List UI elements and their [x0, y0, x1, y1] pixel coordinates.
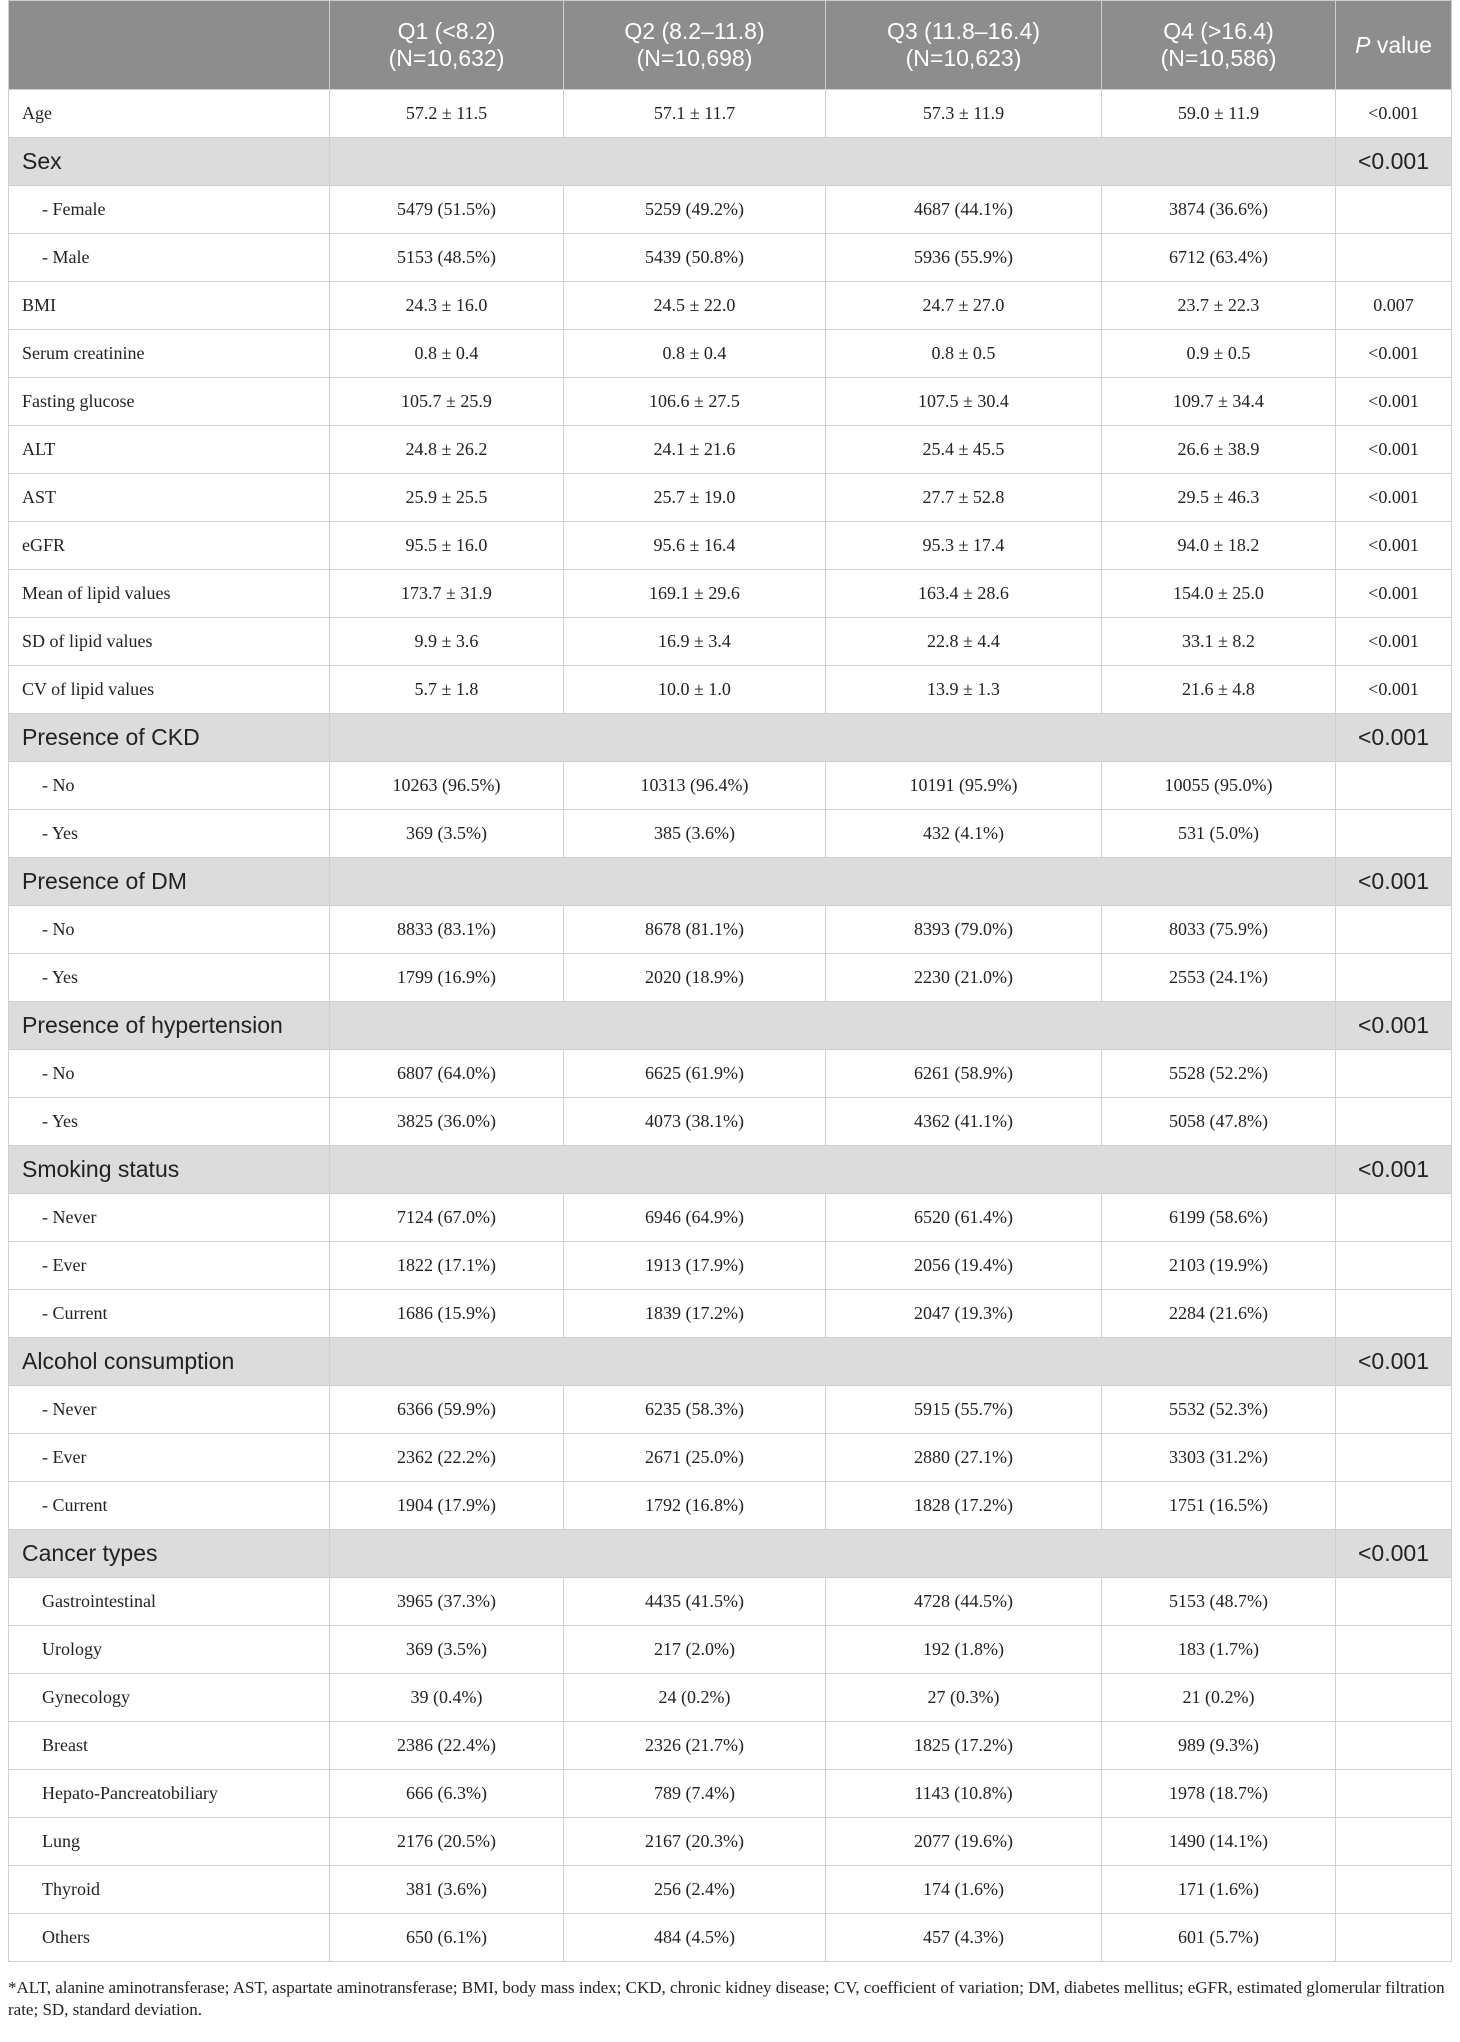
row-label: - No — [9, 762, 330, 810]
table-row — [9, 1914, 1452, 1962]
cell-p-value: <0.001 — [1336, 378, 1452, 426]
cell-q1: 24.8 ± 26.2 — [330, 426, 564, 474]
group-blank-cell — [1102, 1530, 1336, 1578]
cell-q3: 25.4 ± 45.5 — [826, 426, 1102, 474]
table-row — [9, 378, 1452, 426]
cell-q4: 10055 (95.0%) — [1102, 762, 1336, 810]
cell-q3: 163.4 ± 28.6 — [826, 570, 1102, 618]
row-label: - Yes — [9, 810, 330, 858]
cell-q3: 2230 (21.0%) — [826, 954, 1102, 1002]
group-blank-cell — [330, 138, 564, 186]
cell-p-value: <0.001 — [1336, 666, 1452, 714]
row-label: Gynecology — [9, 1674, 330, 1722]
cell-q1: 650 (6.1%) — [330, 1914, 564, 1962]
cell-q3: 5915 (55.7%) — [826, 1386, 1102, 1434]
table-group-row — [9, 138, 1452, 186]
table-row — [9, 90, 1452, 138]
cell-q4: 21.6 ± 4.8 — [1102, 666, 1336, 714]
cell-q4: 3303 (31.2%) — [1102, 1434, 1336, 1482]
cell-q3: 4687 (44.1%) — [826, 186, 1102, 234]
row-label: - Yes — [9, 954, 330, 1002]
cell-q3: 13.9 ± 1.3 — [826, 666, 1102, 714]
table-group-row — [9, 858, 1452, 906]
table-row — [9, 282, 1452, 330]
cell-p-value: <0.001 — [1336, 618, 1452, 666]
cell-q4: 59.0 ± 11.9 — [1102, 90, 1336, 138]
cell-q1: 95.5 ± 16.0 — [330, 522, 564, 570]
group-p-value: <0.001 — [1336, 714, 1452, 762]
cell-q1: 2362 (22.2%) — [330, 1434, 564, 1482]
cell-q3: 24.7 ± 27.0 — [826, 282, 1102, 330]
cell-p-value — [1336, 954, 1452, 1002]
group-label: Smoking status — [9, 1146, 330, 1194]
row-label: - Current — [9, 1482, 330, 1530]
row-label: - Current — [9, 1290, 330, 1338]
cell-q1: 3825 (36.0%) — [330, 1098, 564, 1146]
cell-q2: 95.6 ± 16.4 — [564, 522, 826, 570]
table-group-row — [9, 1146, 1452, 1194]
group-blank-cell — [564, 1002, 826, 1050]
cell-q2: 484 (4.5%) — [564, 1914, 826, 1962]
group-blank-cell — [1102, 1338, 1336, 1386]
cell-q3: 1825 (17.2%) — [826, 1722, 1102, 1770]
cell-q2: 8678 (81.1%) — [564, 906, 826, 954]
header-q1 — [330, 1, 564, 90]
cell-p-value — [1336, 1242, 1452, 1290]
table-row — [9, 330, 1452, 378]
row-label: SD of lipid values — [9, 618, 330, 666]
table-row — [9, 1866, 1452, 1914]
row-label: Thyroid — [9, 1866, 330, 1914]
header-q3 — [826, 1, 1102, 90]
row-label: Breast — [9, 1722, 330, 1770]
cell-q1: 8833 (83.1%) — [330, 906, 564, 954]
cell-q3: 4362 (41.1%) — [826, 1098, 1102, 1146]
cell-q3: 8393 (79.0%) — [826, 906, 1102, 954]
cell-q1: 666 (6.3%) — [330, 1770, 564, 1818]
table-row — [9, 1770, 1452, 1818]
cell-q3: 27.7 ± 52.8 — [826, 474, 1102, 522]
cell-p-value — [1336, 762, 1452, 810]
table-row — [9, 762, 1452, 810]
table-row — [9, 666, 1452, 714]
cell-q4: 26.6 ± 38.9 — [1102, 426, 1336, 474]
cell-q3: 0.8 ± 0.5 — [826, 330, 1102, 378]
cell-p-value — [1336, 906, 1452, 954]
header-q3-n: (N=10,623) — [905, 45, 1022, 71]
cell-p-value — [1336, 1482, 1452, 1530]
cell-q4: 33.1 ± 8.2 — [1102, 618, 1336, 666]
cell-q2: 1913 (17.9%) — [564, 1242, 826, 1290]
cell-q2: 217 (2.0%) — [564, 1626, 826, 1674]
header-p-value — [1336, 1, 1452, 90]
cell-p-value — [1336, 1050, 1452, 1098]
cell-q2: 106.6 ± 27.5 — [564, 378, 826, 426]
cell-q3: 457 (4.3%) — [826, 1914, 1102, 1962]
cell-q2: 2671 (25.0%) — [564, 1434, 826, 1482]
group-label: Presence of CKD — [9, 714, 330, 762]
cell-q1: 24.3 ± 16.0 — [330, 282, 564, 330]
row-label: - No — [9, 1050, 330, 1098]
group-blank-cell — [1102, 714, 1336, 762]
cell-q2: 24 (0.2%) — [564, 1674, 826, 1722]
row-label: ALT — [9, 426, 330, 474]
header-q4 — [1102, 1, 1336, 90]
table-group-row — [9, 714, 1452, 762]
cell-q4: 1978 (18.7%) — [1102, 1770, 1336, 1818]
cell-q2: 2326 (21.7%) — [564, 1722, 826, 1770]
baseline-characteristics-table — [8, 0, 1452, 1962]
cell-p-value — [1336, 1914, 1452, 1962]
table-row — [9, 1626, 1452, 1674]
cell-p-value: <0.001 — [1336, 522, 1452, 570]
group-p-value: <0.001 — [1336, 1002, 1452, 1050]
cell-q3: 107.5 ± 30.4 — [826, 378, 1102, 426]
group-blank-cell — [826, 1002, 1102, 1050]
cell-q2: 6946 (64.9%) — [564, 1194, 826, 1242]
header-q1-range: Q1 (<8.2) — [397, 18, 496, 44]
table-header — [9, 1, 1452, 90]
cell-q3: 22.8 ± 4.4 — [826, 618, 1102, 666]
cell-q4: 1490 (14.1%) — [1102, 1818, 1336, 1866]
cell-q4: 531 (5.0%) — [1102, 810, 1336, 858]
cell-q1: 5153 (48.5%) — [330, 234, 564, 282]
header-q2-range: Q2 (8.2–11.8) — [624, 18, 765, 44]
cell-q3: 2077 (19.6%) — [826, 1818, 1102, 1866]
table-row — [9, 1578, 1452, 1626]
cell-q4: 2103 (19.9%) — [1102, 1242, 1336, 1290]
cell-q2: 6235 (58.3%) — [564, 1386, 826, 1434]
cell-q3: 174 (1.6%) — [826, 1866, 1102, 1914]
table-row — [9, 1242, 1452, 1290]
cell-p-value — [1336, 1770, 1452, 1818]
cell-q1: 25.9 ± 25.5 — [330, 474, 564, 522]
row-label: Others — [9, 1914, 330, 1962]
row-label: Gastrointestinal — [9, 1578, 330, 1626]
row-label: Hepato-Pancreatobiliary — [9, 1770, 330, 1818]
cell-q1: 1799 (16.9%) — [330, 954, 564, 1002]
group-p-value: <0.001 — [1336, 138, 1452, 186]
row-label: Serum creatinine — [9, 330, 330, 378]
cell-p-value — [1336, 1194, 1452, 1242]
header-q2-n: (N=10,698) — [636, 45, 753, 71]
cell-q1: 3965 (37.3%) — [330, 1578, 564, 1626]
cell-q4: 0.9 ± 0.5 — [1102, 330, 1336, 378]
group-p-value: <0.001 — [1336, 858, 1452, 906]
cell-q4: 5153 (48.7%) — [1102, 1578, 1336, 1626]
cell-q4: 5532 (52.3%) — [1102, 1386, 1336, 1434]
cell-q2: 24.5 ± 22.0 — [564, 282, 826, 330]
table-row — [9, 426, 1452, 474]
cell-q4: 154.0 ± 25.0 — [1102, 570, 1336, 618]
cell-q3: 432 (4.1%) — [826, 810, 1102, 858]
cell-q4: 2553 (24.1%) — [1102, 954, 1336, 1002]
table-row — [9, 1098, 1452, 1146]
cell-q3: 6261 (58.9%) — [826, 1050, 1102, 1098]
cell-q2: 6625 (61.9%) — [564, 1050, 826, 1098]
group-blank-cell — [826, 1146, 1102, 1194]
cell-q2: 1792 (16.8%) — [564, 1482, 826, 1530]
row-label: Age — [9, 90, 330, 138]
cell-q2: 25.7 ± 19.0 — [564, 474, 826, 522]
cell-q1: 1822 (17.1%) — [330, 1242, 564, 1290]
cell-p-value: <0.001 — [1336, 90, 1452, 138]
row-label: - No — [9, 906, 330, 954]
header-q3-range: Q3 (11.8–16.4) — [886, 18, 1040, 44]
cell-q1: 1686 (15.9%) — [330, 1290, 564, 1338]
cell-q4: 109.7 ± 34.4 — [1102, 378, 1336, 426]
cell-q4: 5528 (52.2%) — [1102, 1050, 1336, 1098]
cell-q1: 369 (3.5%) — [330, 810, 564, 858]
table-row — [9, 234, 1452, 282]
group-blank-cell — [1102, 1002, 1336, 1050]
cell-q2: 789 (7.4%) — [564, 1770, 826, 1818]
cell-q3: 57.3 ± 11.9 — [826, 90, 1102, 138]
cell-p-value — [1336, 1098, 1452, 1146]
table-group-row — [9, 1002, 1452, 1050]
group-p-value: <0.001 — [1336, 1338, 1452, 1386]
group-blank-cell — [826, 1530, 1102, 1578]
group-label: Presence of DM — [9, 858, 330, 906]
table-row — [9, 1194, 1452, 1242]
cell-q2: 5439 (50.8%) — [564, 234, 826, 282]
cell-q4: 601 (5.7%) — [1102, 1914, 1336, 1962]
cell-q1: 1904 (17.9%) — [330, 1482, 564, 1530]
row-label: - Yes — [9, 1098, 330, 1146]
group-blank-cell — [826, 714, 1102, 762]
cell-q3: 27 (0.3%) — [826, 1674, 1102, 1722]
cell-q2: 256 (2.4%) — [564, 1866, 826, 1914]
group-blank-cell — [1102, 138, 1336, 186]
group-p-value: <0.001 — [1336, 1146, 1452, 1194]
table-group-row — [9, 1338, 1452, 1386]
row-label: - Ever — [9, 1242, 330, 1290]
cell-q2: 2020 (18.9%) — [564, 954, 826, 1002]
cell-p-value — [1336, 1434, 1452, 1482]
cell-q1: 105.7 ± 25.9 — [330, 378, 564, 426]
table-row — [9, 474, 1452, 522]
cell-q2: 1839 (17.2%) — [564, 1290, 826, 1338]
group-label: Presence of hypertension — [9, 1002, 330, 1050]
cell-p-value — [1336, 1866, 1452, 1914]
row-label: - Never — [9, 1386, 330, 1434]
cell-p-value — [1336, 1674, 1452, 1722]
header-variable — [9, 1, 330, 90]
cell-q3: 1828 (17.2%) — [826, 1482, 1102, 1530]
group-blank-cell — [564, 1530, 826, 1578]
cell-q1: 6366 (59.9%) — [330, 1386, 564, 1434]
cell-q2: 5259 (49.2%) — [564, 186, 826, 234]
table-row — [9, 1386, 1452, 1434]
table-container — [8, 0, 1451, 1962]
row-label: Fasting glucose — [9, 378, 330, 426]
group-label: Sex — [9, 138, 330, 186]
group-label: Cancer types — [9, 1530, 330, 1578]
group-blank-cell — [564, 714, 826, 762]
cell-q3: 2047 (19.3%) — [826, 1290, 1102, 1338]
cell-q2: 169.1 ± 29.6 — [564, 570, 826, 618]
cell-q1: 381 (3.6%) — [330, 1866, 564, 1914]
table-row — [9, 906, 1452, 954]
cell-q4: 171 (1.6%) — [1102, 1866, 1336, 1914]
cell-p-value — [1336, 1578, 1452, 1626]
group-blank-cell — [564, 1146, 826, 1194]
cell-q4: 23.7 ± 22.3 — [1102, 282, 1336, 330]
cell-p-value — [1336, 1386, 1452, 1434]
row-label: Urology — [9, 1626, 330, 1674]
table-row — [9, 1290, 1452, 1338]
cell-q4: 94.0 ± 18.2 — [1102, 522, 1336, 570]
row-label: Mean of lipid values — [9, 570, 330, 618]
cell-q4: 6199 (58.6%) — [1102, 1194, 1336, 1242]
group-blank-cell — [330, 714, 564, 762]
cell-p-value — [1336, 810, 1452, 858]
cell-q1: 10263 (96.5%) — [330, 762, 564, 810]
cell-q2: 385 (3.6%) — [564, 810, 826, 858]
row-label: - Never — [9, 1194, 330, 1242]
table-row — [9, 1818, 1452, 1866]
row-label: Lung — [9, 1818, 330, 1866]
cell-q2: 24.1 ± 21.6 — [564, 426, 826, 474]
table-group-row — [9, 1530, 1452, 1578]
row-label: AST — [9, 474, 330, 522]
group-blank-cell — [564, 138, 826, 186]
cell-q4: 29.5 ± 46.3 — [1102, 474, 1336, 522]
group-blank-cell — [330, 858, 564, 906]
cell-q1: 5.7 ± 1.8 — [330, 666, 564, 714]
group-blank-cell — [330, 1146, 564, 1194]
group-blank-cell — [1102, 1146, 1336, 1194]
cell-p-value — [1336, 1626, 1452, 1674]
cell-p-value: <0.001 — [1336, 330, 1452, 378]
table-footnote: *ALT, alanine aminotransferase; AST, aspartate aminotransferase; BMI, body mass index; CKD, chronic kidney disease; CV, coefficient of variation; DM, diabetes mellitus; eGFR, estimated glomerular filtration rate; SD, standard deviation. — [8, 1978, 1445, 2019]
table-row — [9, 810, 1452, 858]
cell-p-value — [1336, 1722, 1452, 1770]
group-blank-cell — [826, 138, 1102, 186]
cell-p-value: <0.001 — [1336, 474, 1452, 522]
cell-q1: 0.8 ± 0.4 — [330, 330, 564, 378]
cell-q1: 7124 (67.0%) — [330, 1194, 564, 1242]
cell-q4: 3874 (36.6%) — [1102, 186, 1336, 234]
table-row — [9, 1722, 1452, 1770]
row-label: - Female — [9, 186, 330, 234]
group-blank-cell — [564, 858, 826, 906]
cell-q4: 21 (0.2%) — [1102, 1674, 1336, 1722]
cell-p-value: <0.001 — [1336, 426, 1452, 474]
header-p-word: value — [1370, 31, 1432, 58]
cell-q4: 183 (1.7%) — [1102, 1626, 1336, 1674]
cell-q4: 2284 (21.6%) — [1102, 1290, 1336, 1338]
table-row — [9, 1434, 1452, 1482]
cell-q3: 2880 (27.1%) — [826, 1434, 1102, 1482]
cell-p-value — [1336, 186, 1452, 234]
header-q4-n: (N=10,586) — [1160, 45, 1277, 71]
cell-q2: 10.0 ± 1.0 — [564, 666, 826, 714]
cell-q3: 192 (1.8%) — [826, 1626, 1102, 1674]
cell-q4: 1751 (16.5%) — [1102, 1482, 1336, 1530]
cell-q2: 16.9 ± 3.4 — [564, 618, 826, 666]
cell-q1: 369 (3.5%) — [330, 1626, 564, 1674]
cell-p-value: 0.007 — [1336, 282, 1452, 330]
cell-q2: 10313 (96.4%) — [564, 762, 826, 810]
row-label: BMI — [9, 282, 330, 330]
table-row — [9, 1482, 1452, 1530]
cell-q3: 4728 (44.5%) — [826, 1578, 1102, 1626]
group-blank-cell — [330, 1530, 564, 1578]
group-p-value: <0.001 — [1336, 1530, 1452, 1578]
row-label: eGFR — [9, 522, 330, 570]
cell-q3: 6520 (61.4%) — [826, 1194, 1102, 1242]
cell-q1: 2176 (20.5%) — [330, 1818, 564, 1866]
header-q2 — [564, 1, 826, 90]
group-label: Alcohol consumption — [9, 1338, 330, 1386]
table-row — [9, 954, 1452, 1002]
header-p-letter: P — [1355, 31, 1371, 58]
cell-q1: 39 (0.4%) — [330, 1674, 564, 1722]
table-row — [9, 186, 1452, 234]
group-blank-cell — [1102, 858, 1336, 906]
cell-q4: 8033 (75.9%) — [1102, 906, 1336, 954]
cell-q4: 6712 (63.4%) — [1102, 234, 1336, 282]
header-row — [9, 1, 1452, 90]
cell-q2: 4073 (38.1%) — [564, 1098, 826, 1146]
cell-q4: 989 (9.3%) — [1102, 1722, 1336, 1770]
cell-q1: 5479 (51.5%) — [330, 186, 564, 234]
cell-q2: 0.8 ± 0.4 — [564, 330, 826, 378]
cell-p-value — [1336, 1290, 1452, 1338]
row-label: CV of lipid values — [9, 666, 330, 714]
row-label: - Ever — [9, 1434, 330, 1482]
table-body — [9, 90, 1452, 1962]
table-row — [9, 618, 1452, 666]
table-row — [9, 1674, 1452, 1722]
cell-q3: 2056 (19.4%) — [826, 1242, 1102, 1290]
table-row — [9, 1050, 1452, 1098]
cell-p-value — [1336, 234, 1452, 282]
cell-q1: 6807 (64.0%) — [330, 1050, 564, 1098]
group-blank-cell — [564, 1338, 826, 1386]
group-blank-cell — [330, 1338, 564, 1386]
cell-q3: 95.3 ± 17.4 — [826, 522, 1102, 570]
group-blank-cell — [826, 858, 1102, 906]
cell-q1: 2386 (22.4%) — [330, 1722, 564, 1770]
cell-p-value: <0.001 — [1336, 570, 1452, 618]
cell-q3: 10191 (95.9%) — [826, 762, 1102, 810]
group-blank-cell — [826, 1338, 1102, 1386]
cell-q4: 5058 (47.8%) — [1102, 1098, 1336, 1146]
header-q4-range: Q4 (>16.4) — [1163, 18, 1274, 44]
cell-p-value — [1336, 1818, 1452, 1866]
cell-q2: 4435 (41.5%) — [564, 1578, 826, 1626]
cell-q2: 2167 (20.3%) — [564, 1818, 826, 1866]
cell-q3: 5936 (55.9%) — [826, 234, 1102, 282]
cell-q1: 57.2 ± 11.5 — [330, 90, 564, 138]
cell-q3: 1143 (10.8%) — [826, 1770, 1102, 1818]
header-q1-n: (N=10,632) — [388, 45, 505, 71]
cell-q1: 9.9 ± 3.6 — [330, 618, 564, 666]
cell-q1: 173.7 ± 31.9 — [330, 570, 564, 618]
row-label: - Male — [9, 234, 330, 282]
table-row — [9, 570, 1452, 618]
table-row — [9, 522, 1452, 570]
cell-q2: 57.1 ± 11.7 — [564, 90, 826, 138]
group-blank-cell — [330, 1002, 564, 1050]
